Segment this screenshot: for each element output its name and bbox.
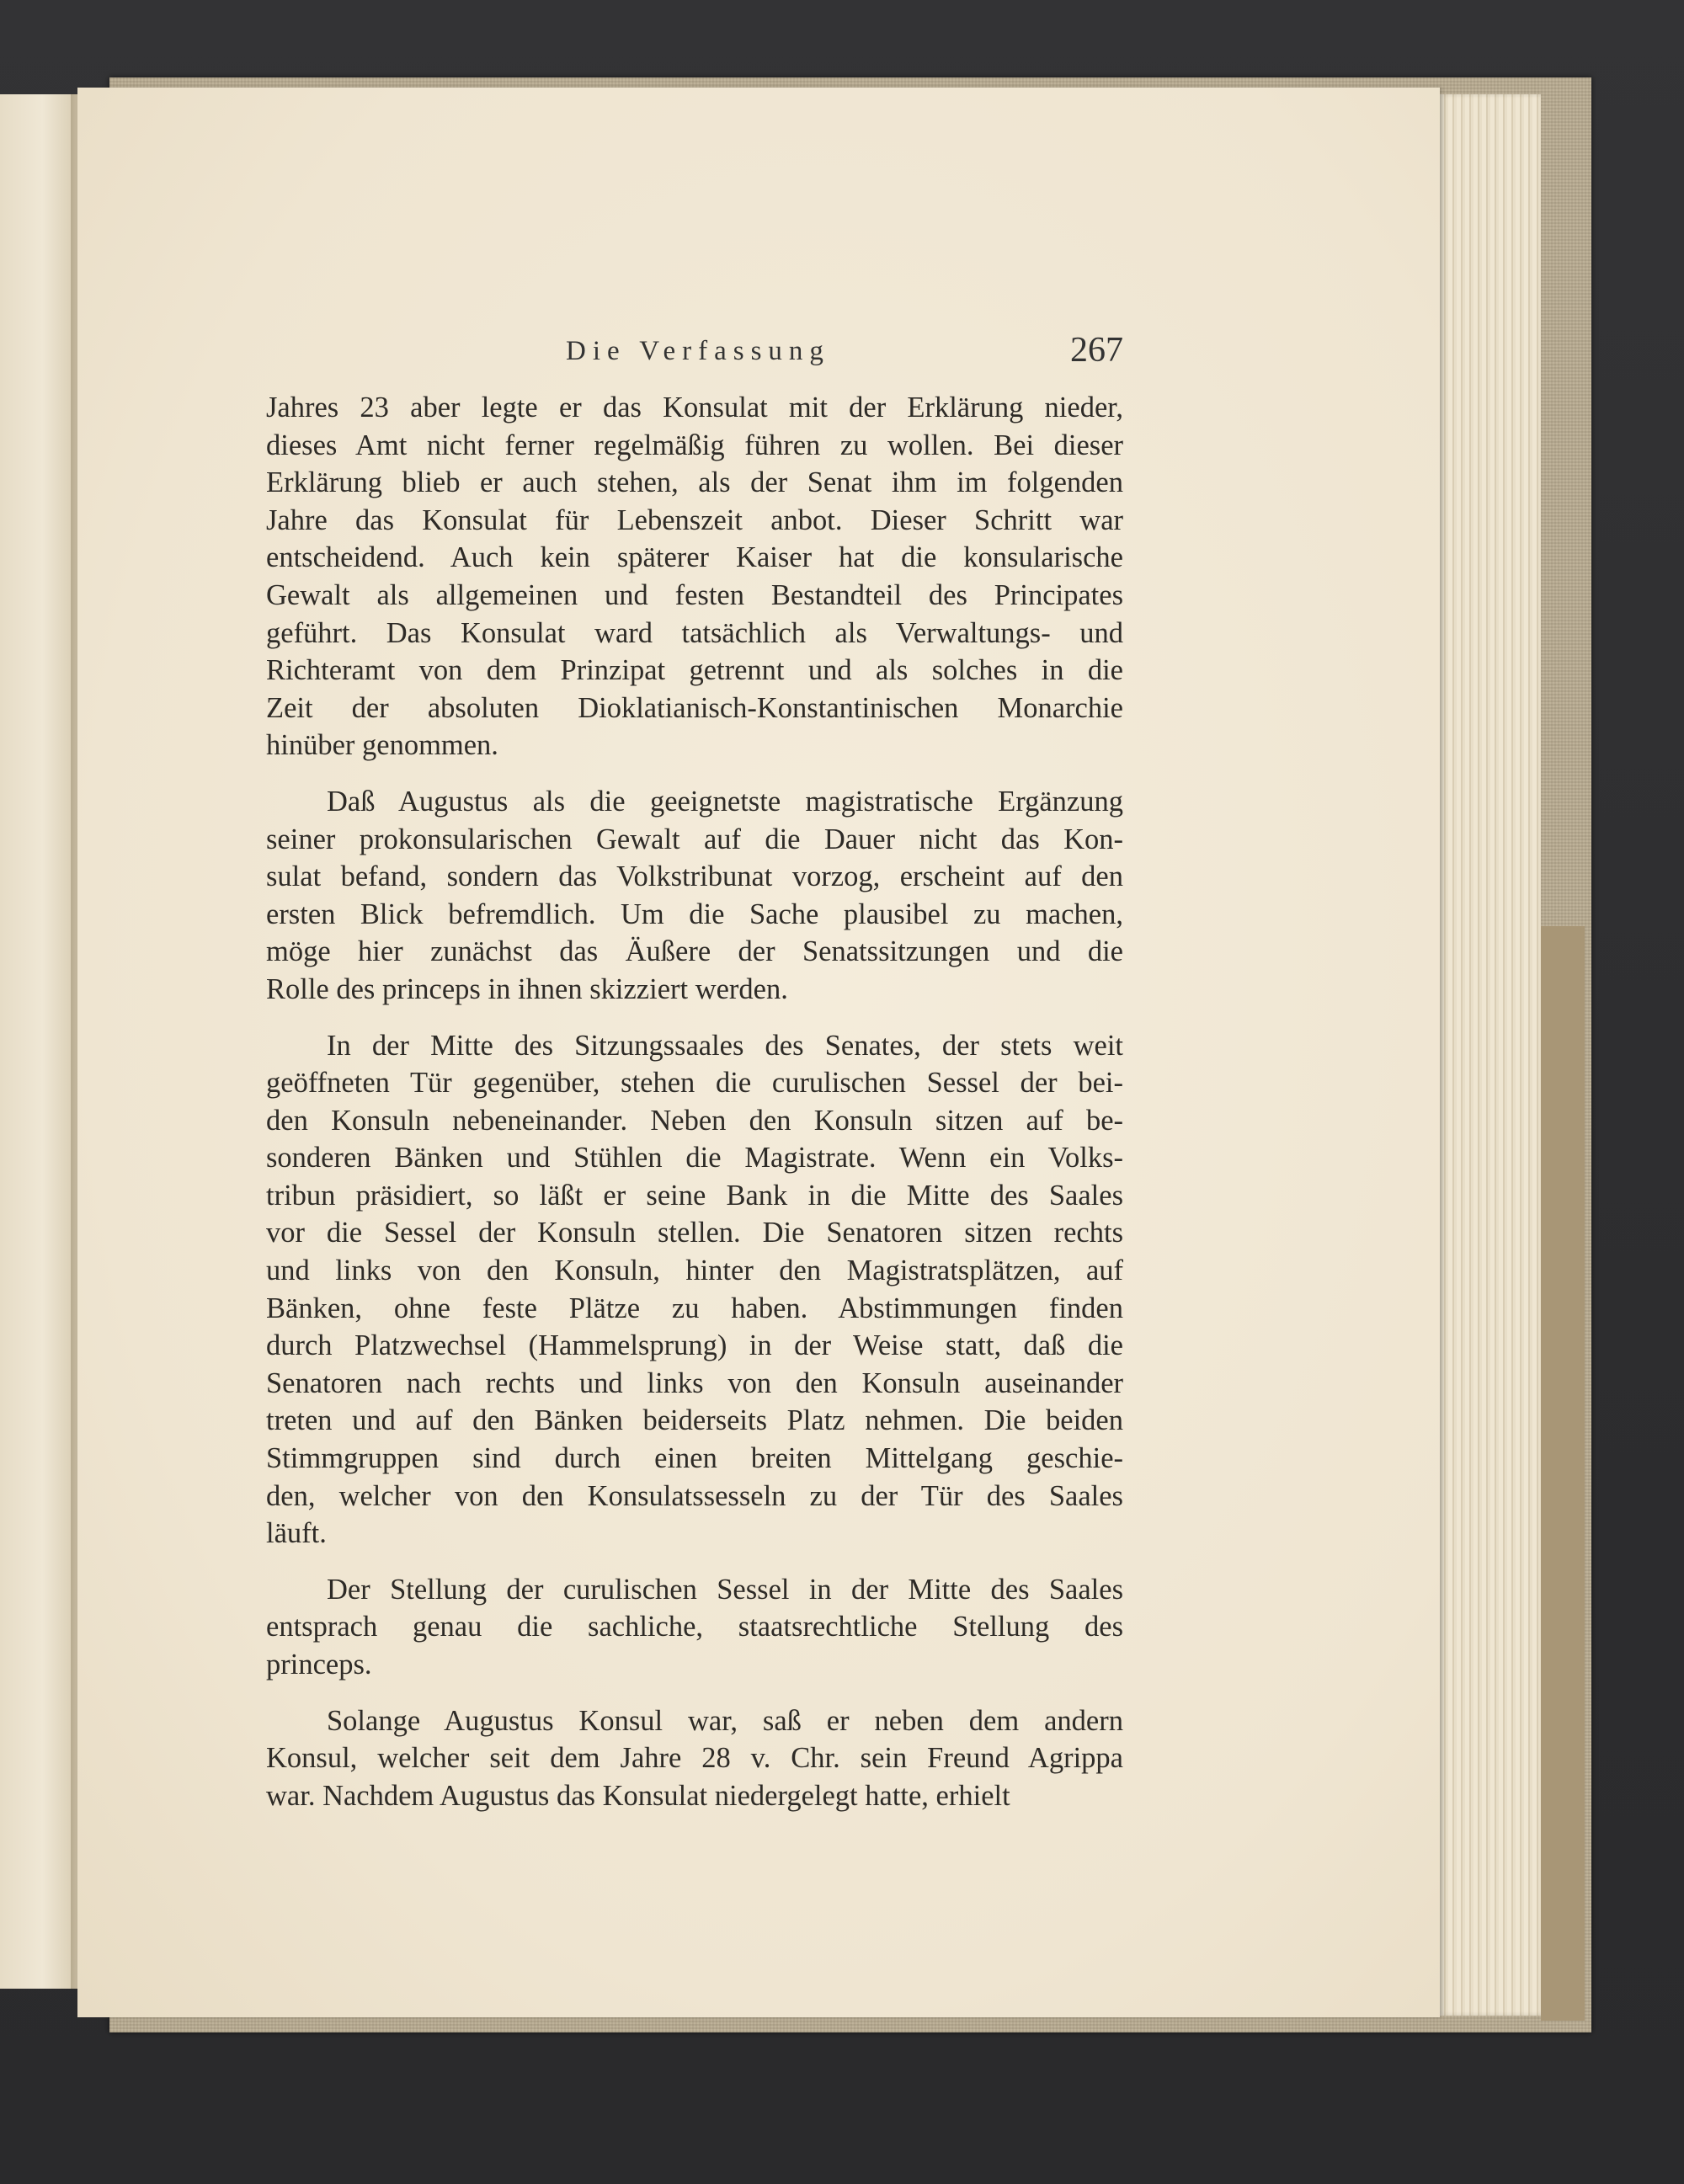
text-line: ersten Blick befremdlich. Um die Sache plausibel zu machen,: [266, 898, 1123, 930]
text-line: den, welcher von den Konsulatssesseln zu der Tür des Saales: [266, 1479, 1123, 1512]
text-line: den Konsuln nebeneinander. Neben den Konsuln sitzen auf be-: [266, 1104, 1123, 1137]
text-line: sonderen Bänken und Stühlen die Magistrate. Wenn ein Volks-: [266, 1142, 1123, 1175]
text-line: hinüber genommen.: [266, 729, 498, 762]
text-line: treten und auf den Bänken beiderseits Platz nehmen. Die beiden: [266, 1404, 1123, 1437]
text-line: Gewalt als allgemeinen und festen Bestandteil des Principates: [266, 578, 1123, 611]
text-line: durch Platzwechsel (Hammelsprung) in der Weise statt, daß die: [266, 1329, 1123, 1362]
paragraph: [266, 783, 1123, 1009]
paragraph: [266, 1027, 1123, 1553]
text-line: war. Nachdem Augustus das Konsulat niedergelegt hatte, erhielt: [266, 1779, 1010, 1812]
paragraph: [266, 1571, 1123, 1684]
text-line: geführt. Das Konsulat ward tatsächlich als Verwaltungs- und: [266, 616, 1123, 649]
page-number: 267: [1070, 331, 1123, 370]
text-line: tribun präsidiert, so läßt er seine Bank in die Mitte des Saales: [266, 1179, 1123, 1212]
text-line: vor die Sessel der Konsuln stellen. Die Senatoren sitzen rechts: [266, 1217, 1123, 1249]
text-line: und links von den Konsuln, hinter den Magistratsplätzen, auf: [266, 1254, 1123, 1287]
text-line: Daß Augustus als die geeignetste magistratische Ergänzung: [327, 785, 1123, 818]
text-line: Solange Augustus Konsul war, saß er neben dem andern: [327, 1704, 1123, 1737]
text-line: Konsul, welcher seit dem Jahre 28 v. Chr. sein Freund Agrippa: [266, 1742, 1123, 1775]
running-head: Die Verfassung: [566, 336, 830, 366]
page-edges: [1440, 94, 1541, 2016]
text-line: Zeit der absoluten Dioklatianisch-Konstantinischen Monarchie: [266, 691, 1123, 724]
text-line: geöffneten Tür gegenüber, stehen die curulischen Sessel der bei-: [266, 1067, 1123, 1100]
text-line: Richteramt von dem Prinzipat getrennt und als solches in die: [266, 654, 1123, 687]
body-text: [266, 389, 1123, 1833]
text-line: Erklärung blieb er auch stehen, als der Senat ihm im folgenden: [266, 466, 1123, 499]
text-line: Bänken, ohne feste Plätze zu haben. Abstimmungen finden: [266, 1292, 1123, 1324]
text-line: seiner prokonsularischen Gewalt auf die Dauer nicht das Kon-: [266, 823, 1123, 855]
text-line: Jahres 23 aber legte er das Konsulat mit der Erklärung nieder,: [266, 392, 1123, 423]
page-header: [266, 330, 1123, 381]
binding-strip: [1541, 926, 1585, 2021]
text-line: läuft.: [266, 1517, 327, 1550]
previous-page: [0, 94, 77, 1989]
paragraph: [266, 389, 1123, 764]
paragraph: [266, 1702, 1123, 1815]
text-line: sulat befand, sondern das Volkstribunat vorzog, erscheint auf den: [266, 860, 1123, 893]
text-line: Jahre das Konsulat für Lebenszeit anbot. Dieser Schritt war: [266, 503, 1123, 536]
text-line: entscheidend. Auch kein späterer Kaiser hat die konsularische: [266, 541, 1123, 574]
text-line: princeps.: [266, 1649, 372, 1681]
text-line: In der Mitte des Sitzungssaales des Senates, der stets weit: [327, 1029, 1123, 1062]
text-line: dieses Amt nicht ferner regelmäßig führen zu wollen. Bei dieser: [266, 429, 1123, 461]
text-line: entsprach genau die sachliche, staatsrechtliche Stellung des: [266, 1611, 1123, 1643]
text-line: Der Stellung der curulischen Sessel in der Mitte des Saales: [327, 1573, 1123, 1606]
text-line: Senatoren nach rechts und links von den Konsuln auseinander: [266, 1366, 1123, 1399]
text-line: Stimmgruppen sind durch einen breiten Mittelgang geschie-: [266, 1442, 1123, 1475]
text-line: Rolle des princeps in ihnen skizziert werden.: [266, 972, 788, 1005]
text-line: möge hier zunächst das Äußere der Senatssitzungen und die: [266, 935, 1123, 968]
